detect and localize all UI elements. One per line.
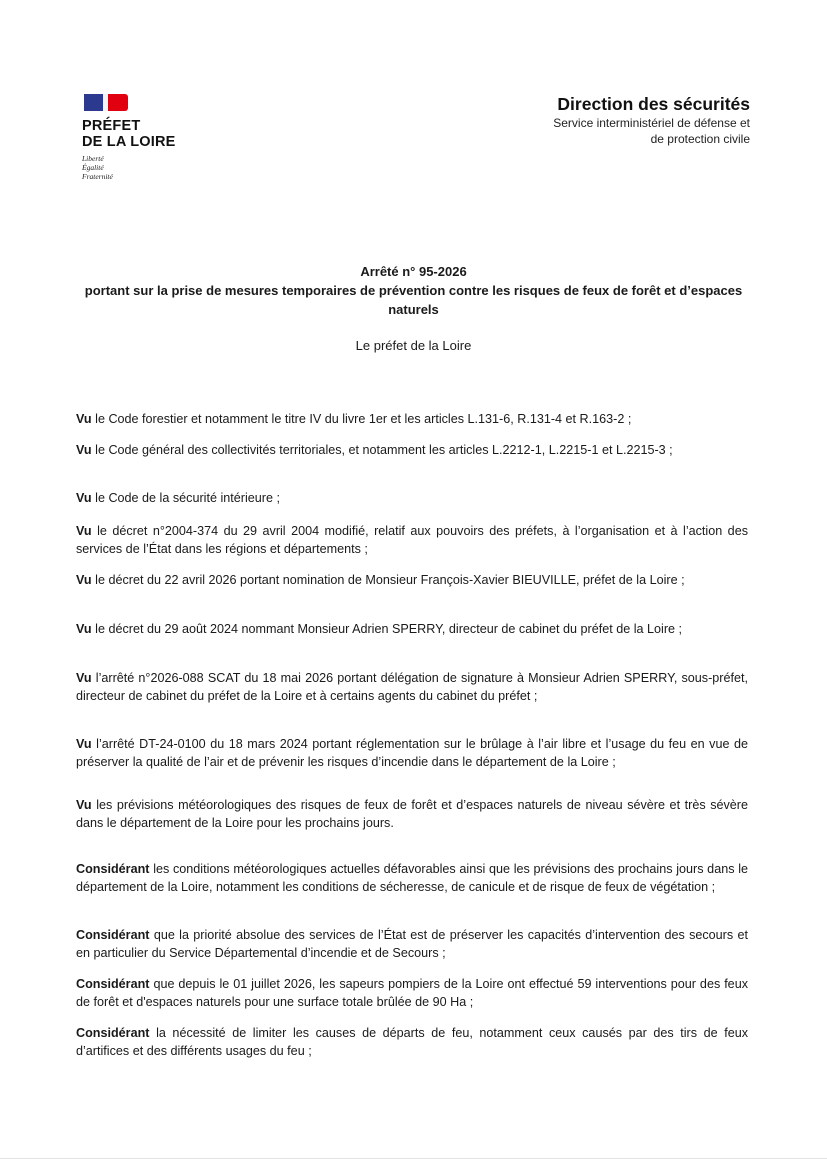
service-line-2: de protection civile: [650, 132, 750, 146]
paragraph-text: le décret du 22 avril 2026 portant nomination de Monsieur François-Xavier BIEUVILLE, préfet de la Loire ;: [95, 573, 685, 587]
paragraph-text: l’arrêté DT-24-0100 du 18 mars 2024 portant réglementation sur le brûlage à l’air libre et l’usage du feu en vue de préserver la qualité de l’air et de prévenir les risques d’incendie dans le département de la Loire ;: [76, 737, 749, 769]
paragraph-keyword: Vu: [76, 737, 92, 751]
considerant-paragraph: [76, 861, 748, 896]
considerant-paragraph: [76, 976, 748, 1011]
paragraph-text: le décret n°2004-374 du 29 avril 2004 modifié, relatif aux pouvoirs des préfets, à l’organisation et à l’action des services de l’État dans les régions et départements ;: [76, 524, 748, 556]
paragraph-text: les prévisions météorologiques des risques de feux de forêt et d’espaces naturels de niveau sévère et très sévère dans le département de la Loire pour les prochains jours.: [76, 798, 749, 830]
devise-fraternite: Fraternité: [82, 172, 113, 181]
devise-liberte: Liberté: [82, 154, 104, 163]
prefet-heading: Le préfet de la Loire: [355, 338, 472, 353]
vu-paragraph: [76, 490, 748, 508]
paragraph-keyword: Vu: [76, 412, 92, 426]
paragraph-text: le Code forestier et notamment le titre IV du livre 1er et les articles L.131-6, R.131-4 et R.163-2 ;: [95, 412, 632, 426]
vu-paragraph: [76, 736, 748, 771]
direction-title: Direction des sécurités: [557, 94, 750, 114]
vu-paragraph: [76, 670, 748, 705]
logo-devise: [82, 154, 222, 181]
paragraph-text: l’arrêté n°2026-088 SCAT du 18 mai 2026 portant délégation de signature à Monsieur Adrien SPERRY, sous-préfet, directeur de cabinet du préfet de la Loire et à certains agents du cabinet du préfet ;: [76, 671, 748, 703]
vu-paragraph: [76, 523, 748, 558]
marianne-flag-icon: [84, 94, 128, 111]
paragraph-keyword: Vu: [76, 443, 92, 457]
service-line-1: Service interministériel de défense et: [553, 116, 750, 130]
vu-paragraph: [76, 797, 748, 832]
scan-edge-divider: [0, 1158, 827, 1159]
paragraph-text: le Code de la sécurité intérieure ;: [95, 491, 280, 505]
paragraph-keyword: Considérant: [76, 977, 150, 991]
devise-egalite: Égalité: [82, 163, 104, 172]
vu-paragraph: [76, 411, 748, 429]
arrete-object: portant sur la prise de mesures temporaires de prévention contre les risques de feux de forêt et d’espaces naturels: [84, 283, 743, 317]
paragraph-keyword: Vu: [76, 671, 92, 685]
issuing-direction: [553, 93, 750, 147]
arrete-number: Arrêté n° 95-2026: [360, 264, 467, 279]
paragraph-keyword: Vu: [76, 524, 92, 538]
paragraph-text: que la priorité absolue des services de l’État est de préserver les capacités d’intervention des secours et en particulier du Service Départemental d’incendie et de Secours ;: [76, 928, 748, 960]
paragraph-keyword: Considérant: [76, 862, 150, 876]
logo-line-1: PRÉFET: [82, 118, 141, 134]
paragraph-keyword: Vu: [76, 573, 92, 587]
paragraph-text: la nécessité de limiter les causes de départs de feu, notamment ceux causés par des tirs de feux d’artifices et des différents usages du feu ;: [76, 1026, 749, 1058]
paragraph-keyword: Considérant: [76, 928, 150, 942]
paragraph-keyword: Vu: [76, 798, 92, 812]
vu-paragraph: [76, 442, 748, 460]
considerant-paragraph: [76, 1025, 748, 1060]
arrete-title-block: [60, 262, 767, 355]
prefet-logo: [82, 94, 222, 181]
paragraph-text: le décret du 29 août 2024 nommant Monsieur Adrien SPERRY, directeur de cabinet du préfet de la Loire ;: [95, 622, 683, 636]
paragraph-text: que depuis le 01 juillet 2026, les sapeurs pompiers de la Loire ont effectué 59 interventions pour des feux de forêt et d'espaces naturels pour une surface totale brûlée de 90 Ha ;: [76, 977, 748, 1009]
paragraph-text: le Code général des collectivités territoriales, et notamment les articles L.2212-1, L.2215-1 et L.2215-3 ;: [95, 443, 673, 457]
logo-line-2: DE LA LOIRE: [82, 134, 176, 150]
paragraph-text: les conditions météorologiques actuelles défavorables ainsi que les prévisions des prochains jours dans le département de la Loire, notamment les conditions de sécheresse, de canicule et de risque de feux de végétation ;: [76, 862, 748, 894]
paragraph-keyword: Vu: [76, 491, 92, 505]
paragraph-keyword: Vu: [76, 622, 92, 636]
considerant-paragraph: [76, 927, 748, 962]
vu-paragraph: [76, 572, 748, 590]
vu-paragraph: [76, 621, 748, 639]
paragraph-keyword: Considérant: [76, 1026, 150, 1040]
